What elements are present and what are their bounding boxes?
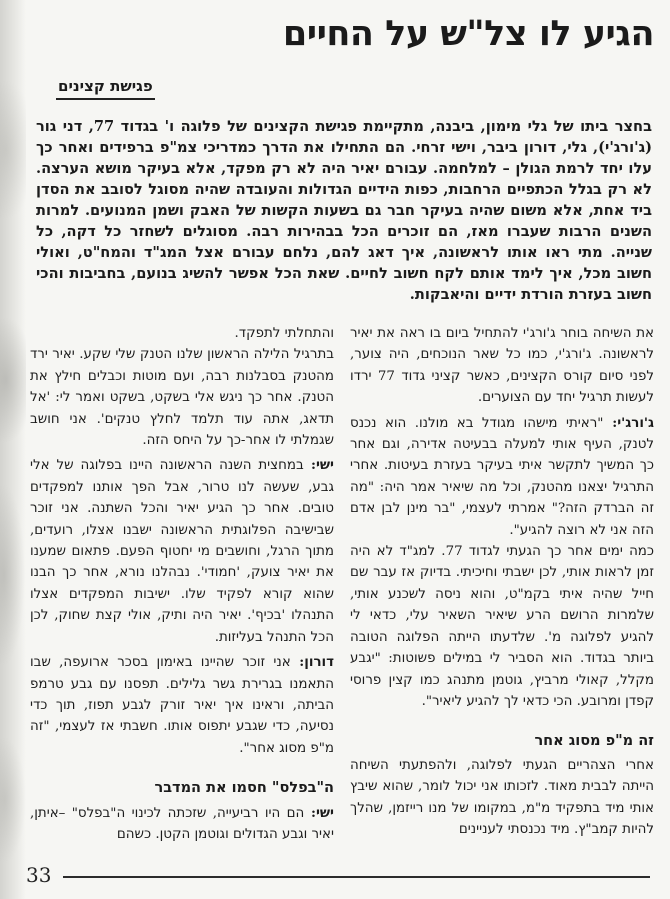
speaker-name: דורון:	[290, 654, 334, 671]
body-paragraph: ישי: הם היו רביעייה, שזכתה לכינוי ה"בפלס" –איתן, יאיר וגבע הגדולים וגוטמן הקטן. כשהם	[30, 804, 334, 842]
body-paragraph: דורון: אני זוכר שהיינו באימון בסכר ארועפה, שבו התאמנו בגרירת גשר גלילים. תפסנו עם גבע טרמפ הביתה, וראינו איך יאיר זורק לגבע תפוז, תוך כדי נסיעה, כדי שגבע יתפוס אותו. חשבתי אז לעצמי, "זה מ"פ מסוג אחר".	[30, 654, 334, 756]
section-kicker: פגישת קצינים	[56, 77, 155, 100]
body-paragraph: ישי: במחצית השנה הראשונה היינו בפלוגה של אלי גבע, שעשה לנו טרור, אבל הפך אותנו למפקדים טובים. אחר כך הגיע יאיר והכל השתנה. אני זוכר שבישיבה הפלוגתית הראשונה ישבנו אצלו, רועדים, מתוך הרגל, וחושבים מי יחטוף הפעם. פתאום שמענו את יאיר צועק, 'חמודי'. נבהלנו נורא, אחר כך הבנו שהוא קורא לפקיד שלו. ישיבות המפקדים אצלו התנהלו 'בכיף'. יאיר היה ותיק, אולי קצת שחוק, לכן הכל התנהל בעליזות.	[30, 457, 334, 645]
column-right	[350, 323, 654, 858]
speaker-name: ג'ורג'י:	[603, 414, 654, 431]
column-left	[30, 323, 334, 858]
footer-rule	[63, 876, 650, 878]
column-subheading: ה"בפלס" חסמו את המדבר	[154, 779, 334, 797]
body-paragraph: את השיחה בוחר ג'ורג'י להתחיל ביום בו ראה את יאיר לראשונה. ג'ורג'י, כמו כל שאר הנוכחים, היה צוער, לפני סיום קורס הקצינים, כאשר קציני גדוד 77 ירדו לעשות תרגיל יחד עם הצוערים.	[350, 326, 654, 406]
intro-paragraph: בחצר ביתו של גלי מימון, ביבנה, מתקיימת פגישת הקצינים של פלוגה ו' בגדוד 77, דני גור (ג'ורג'י), גלי, דורון ביבר, וישי זרחי. הם התחילו את הדרך כמדריכי צמ"פ ברפידים ואחר כך עלו יחד לרמת הגולן – למלחמה. עבורם יאיר היה לא רק מפקד, אלא בעיקר מושא הערצה. לא רק בגלל הכתפיים הרחבות, כפות הידיים הגדולות והעובדה שהיה מסוגל לסובב את הסדן ביד אחת, אלא משום שהיה בעיקר חבר גם בשעות הקשות של האבק ושמן המנועים. למרות השנים הרבות שעברו מאז, הם זוכרים הכל בבהירות רבה. מסוגלים לשחזר כל דקה, כל שנייה. מתי ראו אותו לראשונה, איך דאג להם, נלחם עבורם אצל המג"ד והמח"ט, ואולי חשוב מכל, איך לימד אותם לקח חשוב לחיים. שאת הכל אפשר להשיג בנועם, בחביבות והכי חשוב בעזרת הורדת ידיים והיאבקות.	[36, 118, 652, 303]
two-column-body	[30, 323, 654, 858]
speaker-name: ישי:	[304, 804, 334, 821]
body-paragraph: והתחלתי לתפקד.	[234, 326, 334, 341]
body-paragraph: בתרגיל הלילה הראשון שלנו הטנק שלי שקע. יאיר ירד מהטנק בסבלנות רבה, ועם מוטות וכבלים חילץ את הטנק. אחר כך ניגש אלי בשקט, בשקט ואמר לי: 'אל תדאג, אתה עוד תלמד לחלץ טנקים'. אני חושב שגמלתי לו אחר-כך על היחס הזה.	[30, 347, 334, 449]
body-paragraph: ג'ורג'י: "ראיתי מישהו מגודל בא מולנו. הוא נכנס לטנק, העיף אותי למעלה בבעיטה אדירה, וגם אחר כך המשיך לתקשר איתי בעיקר בעזרת בעיטות. אחרי התרגיל יצאנו מהטנק, וכל מה שיאיר אמר היה: "מה זה הברדק הזה?" אמרתי לעצמי, "בר מינן לבן אדם הזה אני לא רוצה להגיע".	[350, 414, 654, 538]
kicker-row	[30, 76, 654, 100]
page-footer	[0, 865, 670, 885]
body-paragraph: כמה ימים אחר כך הגעתי לגדוד 77. למג"ד לא היה זמן לראות אותי, לכן ישבתי וחיכיתי. בדיוק אז עבר שם חייל שהיה איתי בקמ"ט, והוא ניסה לשכנע אותי, שלמרות הרושם הרע שיאיר השאיר עלי, כדאי לי להגיע לפלוגה מ'. שלדעתו הייתה הפלוגה הטובה ביותר בגדוד. הוא הסביר לי במילים פשוטות: "יגבע מקלל, קאולי מרביץ, גוטמן מתנהג כמו קצין פרוסי קפדן ומרובע. הכי כדאי לך להגיע ליאיר".	[350, 544, 654, 709]
article-title: הגיע לו צל"ש על החיים	[282, 13, 654, 54]
speaker-name: ישי:	[303, 457, 334, 474]
column-subheading: זה מ"פ מסוג אחר	[534, 732, 654, 750]
body-paragraph: אחרי הצהריים הגעתי לפלוגה, ולהפתעתי השיחה הייתה לבבית מאוד. לזכותו אני יכול לומר, שהוא שיבץ אותי מיד בתפקיד מ"מ, במקומו של מנו רייזמן, שהלך להיות קמב"ץ. מיד נכנסתי לעניינים	[350, 757, 654, 837]
page-number: 33	[26, 863, 52, 887]
